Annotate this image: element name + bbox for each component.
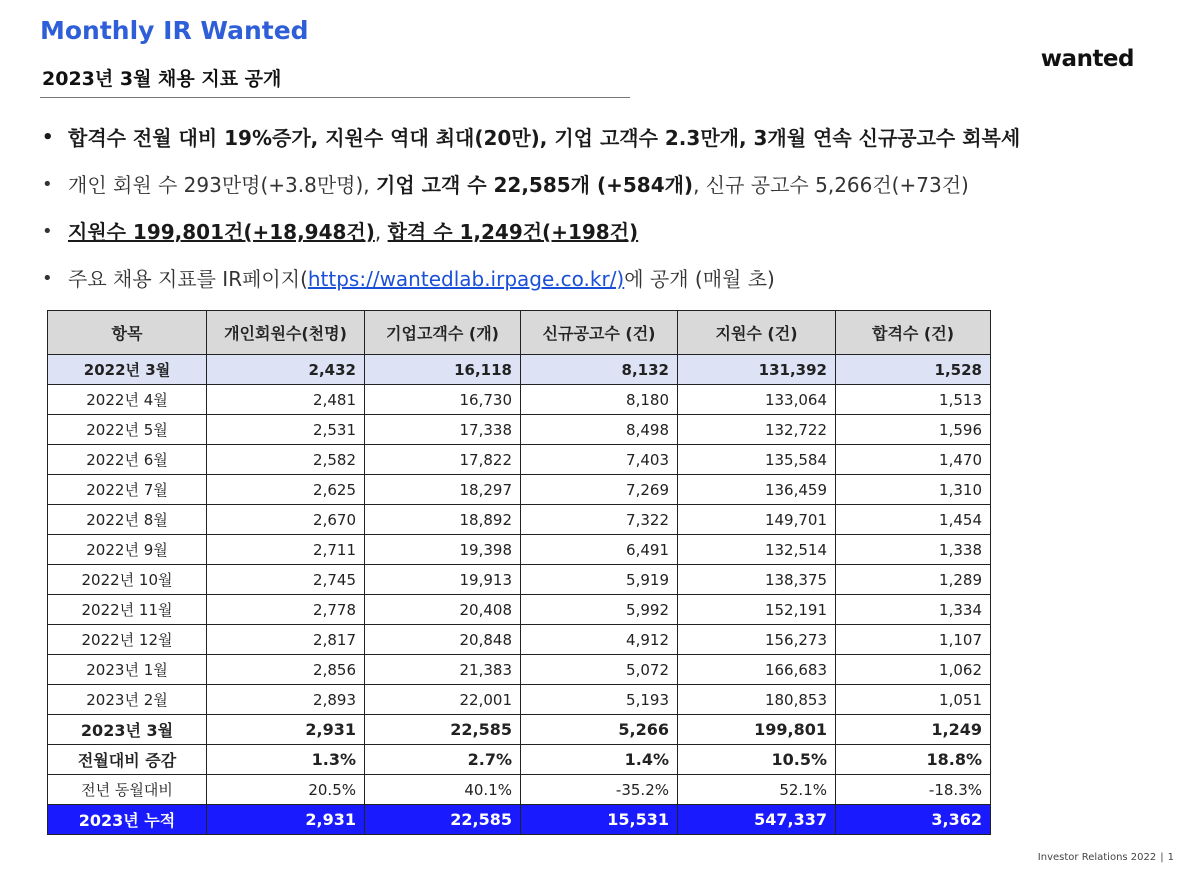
- table-cell: 1,310: [836, 475, 991, 505]
- table-cell: 132,722: [678, 415, 836, 445]
- row-label-cell: 2022년 7월: [48, 475, 207, 505]
- row-label-cell: 전년 동월대비: [48, 775, 207, 805]
- table-row: [48, 775, 991, 805]
- wanted-logo: wanted: [1040, 46, 1134, 72]
- table-cell: 1.4%: [521, 745, 678, 775]
- bullet-strong-text: 기업 고객 수 22,585개 (+584개): [376, 173, 694, 197]
- row-label-cell: 2022년 12월: [48, 625, 207, 655]
- table-cell: 2.7%: [365, 745, 521, 775]
- row-label-cell: 2022년 10월: [48, 565, 207, 595]
- table-cell: 18,892: [365, 505, 521, 535]
- table-row: [48, 715, 991, 745]
- table-cell: 138,375: [678, 565, 836, 595]
- table-row: [48, 625, 991, 655]
- table-cell: 18,297: [365, 475, 521, 505]
- table-cell: 152,191: [678, 595, 836, 625]
- bullet-applications: [40, 212, 1160, 259]
- table-row: [48, 595, 991, 625]
- table-cell: 2,582: [207, 445, 365, 475]
- table-row: [48, 445, 991, 475]
- table-row: [48, 475, 991, 505]
- page-subtitle: 2023년 3월 채용 지표 공개: [42, 68, 282, 90]
- bullet-text: 합격수 전월 대비 19%증가, 지원수 역대 최대(20만), 기업 고객수 2.3만개, 3개월 연속 신규공고수 회복세: [68, 126, 1021, 150]
- table-cell: 2,931: [207, 715, 365, 745]
- column-header: 신규공고수 (건): [521, 311, 678, 355]
- table-cell: 40.1%: [365, 775, 521, 805]
- table-cell: 1,470: [836, 445, 991, 475]
- table-cell: 5,266: [521, 715, 678, 745]
- bullet-members: [40, 165, 1160, 212]
- column-header: 개인회원수(천명): [207, 311, 365, 355]
- table-cell: 22,001: [365, 685, 521, 715]
- table-cell: 136,459: [678, 475, 836, 505]
- table-cell: 1,596: [836, 415, 991, 445]
- page-title: Monthly IR Wanted: [40, 16, 309, 45]
- row-label-cell: 2023년 누적: [48, 805, 207, 835]
- table-cell: 2,531: [207, 415, 365, 445]
- table-cell: 16,730: [365, 385, 521, 415]
- table-cell: 52.1%: [678, 775, 836, 805]
- bullet-dot-icon: •: [42, 268, 53, 289]
- table-cell: 2,893: [207, 685, 365, 715]
- row-label-cell: 2022년 4월: [48, 385, 207, 415]
- ir-page-link[interactable]: https://wantedlab.irpage.co.kr/): [307, 267, 625, 291]
- bullet-dot-icon: •: [42, 174, 53, 195]
- row-label-cell: 2023년 1월: [48, 655, 207, 685]
- table-cell: 2,481: [207, 385, 365, 415]
- table-cell: 8,498: [521, 415, 678, 445]
- table-cell: 1,338: [836, 535, 991, 565]
- table-cell: -18.3%: [836, 775, 991, 805]
- table-cell: 21,383: [365, 655, 521, 685]
- table-cell: 180,853: [678, 685, 836, 715]
- table-cell: 2,856: [207, 655, 365, 685]
- bullet-underlined-text: 지원수 199,801건(+18,948건): [68, 220, 375, 244]
- table-cell: 1,051: [836, 685, 991, 715]
- table-cell: 20.5%: [207, 775, 365, 805]
- table-cell: 2,778: [207, 595, 365, 625]
- table-cell: 5,992: [521, 595, 678, 625]
- column-header: 기업고객수 (개): [365, 311, 521, 355]
- table-cell: 149,701: [678, 505, 836, 535]
- row-label-cell: 2022년 8월: [48, 505, 207, 535]
- table-cell: 7,403: [521, 445, 678, 475]
- bullet-text: 개인 회원 수 293만명(+3.8만명),: [68, 173, 377, 197]
- table-cell: 20,848: [365, 625, 521, 655]
- table-row: [48, 655, 991, 685]
- table-row: [48, 385, 991, 415]
- table-cell: 1,334: [836, 595, 991, 625]
- row-label-cell: 2022년 6월: [48, 445, 207, 475]
- table-cell: 1,062: [836, 655, 991, 685]
- table-cell: 22,585: [365, 715, 521, 745]
- column-header: 항목: [48, 311, 207, 355]
- table-cell: 5,072: [521, 655, 678, 685]
- table-cell: 2,670: [207, 505, 365, 535]
- table-row: [48, 505, 991, 535]
- bullet-text: ,: [374, 220, 388, 244]
- table-cell: 6,491: [521, 535, 678, 565]
- bullet-underlined-text: 합격 수 1,249건(+198건): [387, 220, 639, 244]
- table-cell: 7,322: [521, 505, 678, 535]
- table-cell: 8,180: [521, 385, 678, 415]
- table-cell: 17,338: [365, 415, 521, 445]
- bullet-dot-icon: •: [42, 127, 54, 148]
- table-cell: 2,817: [207, 625, 365, 655]
- table-cell: 135,584: [678, 445, 836, 475]
- row-label-cell: 2022년 11월: [48, 595, 207, 625]
- table-row: [48, 535, 991, 565]
- table-cell: 132,514: [678, 535, 836, 565]
- bullet-text: 에 공개 (매월 초): [624, 267, 775, 291]
- table-cell: 5,193: [521, 685, 678, 715]
- footer-separator: |: [1160, 852, 1164, 863]
- bullet-text: , 신규 공고수 5,266건(+73건): [693, 173, 969, 197]
- table-cell: 166,683: [678, 655, 836, 685]
- bullet-text: 주요 채용 지표를 IR페이지(: [68, 267, 308, 291]
- table-cell: 2,745: [207, 565, 365, 595]
- table-cell: 131,392: [678, 355, 836, 385]
- table-row: [48, 565, 991, 595]
- table-cell: 1,289: [836, 565, 991, 595]
- table-cell: 2,931: [207, 805, 365, 835]
- header-divider: [40, 97, 630, 98]
- page-number: 1: [1167, 852, 1174, 863]
- table-cell: 19,913: [365, 565, 521, 595]
- table-cell: 1,528: [836, 355, 991, 385]
- column-header: 합격수 (건): [836, 311, 991, 355]
- table-cell: 2,711: [207, 535, 365, 565]
- table-cell: 2,625: [207, 475, 365, 505]
- table-cell: 5,919: [521, 565, 678, 595]
- row-label-cell: 2022년 3월: [48, 355, 207, 385]
- column-header: 지원수 (건): [678, 311, 836, 355]
- row-label-cell: 2022년 5월: [48, 415, 207, 445]
- table-cell: 20,408: [365, 595, 521, 625]
- table-row: [48, 745, 991, 775]
- bullet-highlights: [40, 118, 1160, 165]
- table-cell: 15,531: [521, 805, 678, 835]
- table-cell: 1.3%: [207, 745, 365, 775]
- table-cell: 1,513: [836, 385, 991, 415]
- table-cell: 4,912: [521, 625, 678, 655]
- table-row: [48, 355, 991, 385]
- table-cell: 16,118: [365, 355, 521, 385]
- table-cell: 133,064: [678, 385, 836, 415]
- page-footer: [1038, 852, 1174, 863]
- table-cell: 3,362: [836, 805, 991, 835]
- table-cell: 1,249: [836, 715, 991, 745]
- row-label-cell: 2023년 2월: [48, 685, 207, 715]
- table-cell: 7,269: [521, 475, 678, 505]
- row-label-cell: 2022년 9월: [48, 535, 207, 565]
- table-cell: 2,432: [207, 355, 365, 385]
- table-cell: 10.5%: [678, 745, 836, 775]
- table-cell: -35.2%: [521, 775, 678, 805]
- table-cell: 17,822: [365, 445, 521, 475]
- table-cell: 199,801: [678, 715, 836, 745]
- table-row: [48, 685, 991, 715]
- row-label-cell: 전월대비 증감: [48, 745, 207, 775]
- table-header-row: [48, 311, 991, 355]
- recruitment-metrics-table: [47, 310, 991, 835]
- table-cell: 156,273: [678, 625, 836, 655]
- table-cell: 1,454: [836, 505, 991, 535]
- table-cell: 547,337: [678, 805, 836, 835]
- bullet-ir-page: [40, 259, 1160, 306]
- table-row: [48, 805, 991, 835]
- summary-bullets: [40, 118, 1160, 306]
- table-row: [48, 415, 991, 445]
- table-cell: 18.8%: [836, 745, 991, 775]
- table-cell: 8,132: [521, 355, 678, 385]
- table-cell: 19,398: [365, 535, 521, 565]
- footer-label: Investor Relations 2022: [1037, 852, 1157, 863]
- table-cell: 1,107: [836, 625, 991, 655]
- row-label-cell: 2023년 3월: [48, 715, 207, 745]
- bullet-dot-icon: •: [42, 221, 53, 242]
- table-cell: 22,585: [365, 805, 521, 835]
